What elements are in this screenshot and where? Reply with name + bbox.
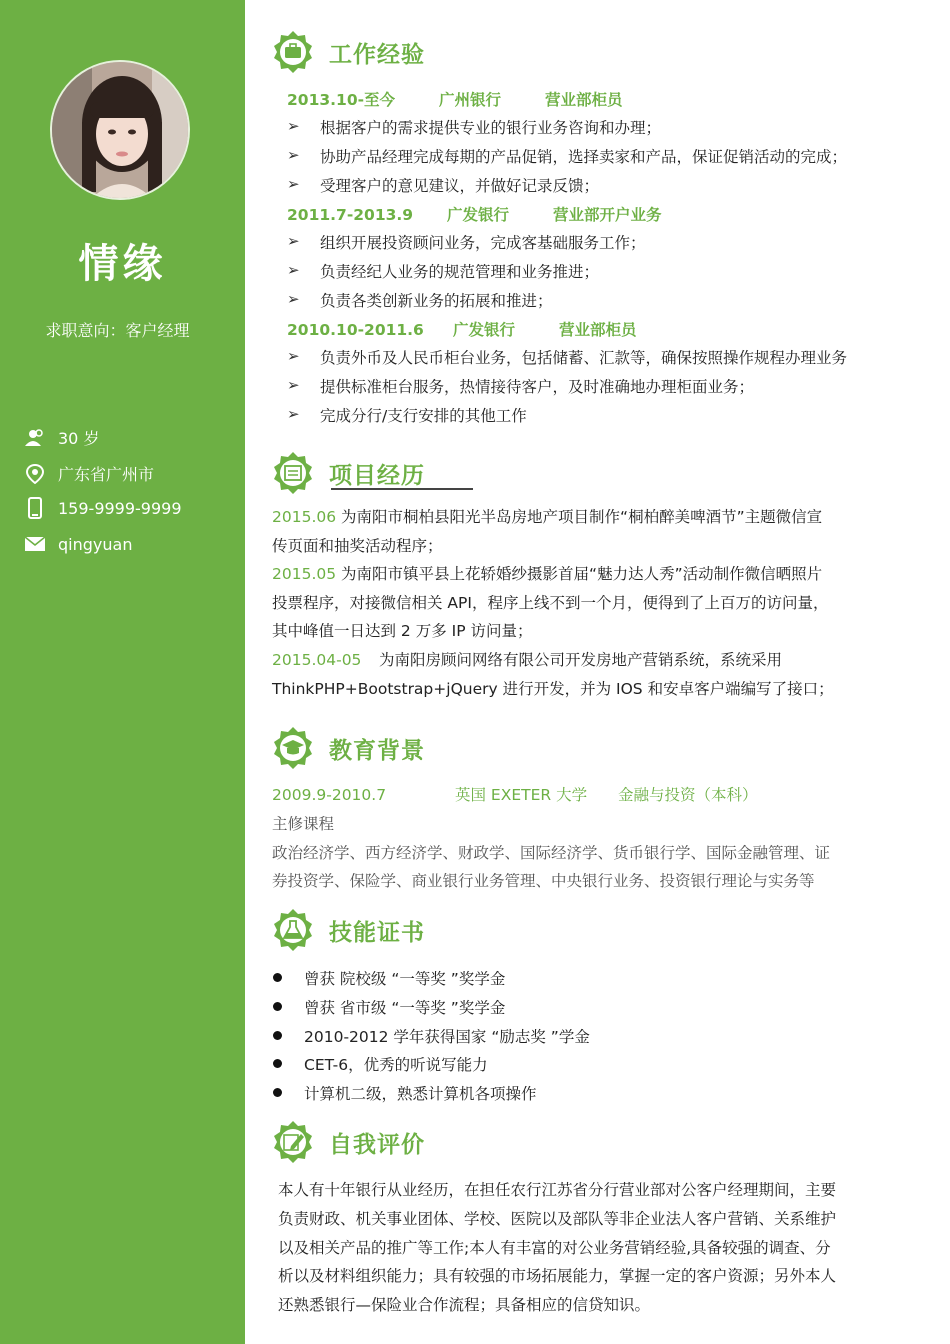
bullet-arrow: ➢ [287,261,300,279]
bullet-arrow: ➢ [287,405,300,423]
bullet-arrow: ➢ [287,146,300,164]
bullet-dot [273,1059,282,1068]
bullet-arrow: ➢ [287,376,300,394]
phone-icon [24,497,46,519]
job-intent: 求职意向：客户经理 [45,321,190,340]
project-1-line2: 传页面和抽奖活动程序； [272,537,443,555]
courses-label: 主修课程 [272,815,335,833]
bullet-arrow: ➢ [287,175,300,193]
location-icon [24,463,46,485]
work-bullet: 协助产品经理完成每期的产品促销，选择卖家和产品，保证促销活动的完成； [320,148,848,166]
section-work [271,30,425,74]
info-phone: 159-9999-9999 [24,497,182,519]
flask-icon [271,908,315,952]
project-2-line3: 其中峰值一日达到 2 万多 IP 访问量； [272,622,533,640]
document-icon [271,451,315,495]
bullet-arrow: ➢ [287,347,300,365]
bullet-arrow: ➢ [287,117,300,135]
section-title-education: 教育背景 [329,737,425,764]
project-3-line1: 2015.04-05 为南阳房顾问网络有限公司开发房地产营销系统，系统采用 [272,651,783,669]
courses-line1: 政治经济学、西方经济学、财政学、国际经济学、货币银行学、国际金融管理、证 [272,844,831,862]
candidate-name: 情缘 [78,241,167,287]
self-eval-line: 析以及材料组织能力；具有较强的市场拓展能力，掌握一定的客户资源；另外本人 [278,1267,837,1285]
info-age: 30 岁 [24,426,99,449]
bullet-dot [273,973,282,982]
section-title-project: 项目经历 [329,462,425,489]
work-bullet: 组织开展投资顾问业务，完成客基础服务工作； [320,234,646,252]
bullet-dot [273,1002,282,1011]
section-title-work: 工作经验 [329,41,425,68]
pencil-icon [271,1120,315,1164]
project-3-line2: ThinkPHP+Bootstrap+jQuery 进行开发，并为 IOS 和安卓客户端编写了接口； [272,680,834,698]
self-eval-line: 还熟悉银行—保险业合作流程；具备相应的信贷知识。 [278,1296,651,1314]
bullet-dot [273,1088,282,1097]
work-bullet: 受理客户的意见建议，并做好记录反馈； [320,177,600,195]
work-bullet: 提供标准柜台服务，热情接待客户，及时准确地办理柜面业务； [320,378,755,396]
work-bullet: 根据客户的需求提供专业的银行业务咨询和办理； [320,119,662,137]
user-icon [24,427,46,449]
section-education [271,726,425,770]
bullet-arrow: ➢ [287,232,300,250]
work-bullet: 负责外币及人民币柜台业务，包括储蓄、汇款等，确保按照操作规程办理业务 [320,349,848,367]
work-bullet: 负责各类创新业务的拓展和推进； [320,292,553,310]
section-title-self-eval: 自我评价 [329,1131,425,1158]
skill-item: 计算机二级，熟悉计算机各项操作 [304,1085,537,1103]
section-skills [271,908,425,952]
project-2-line2: 投票程序，对接微信相关 API，程序上线不到一个月，便得到了上百万的访问量， [272,594,829,612]
project-1-line1: 2015.06 为南阳市桐柏县阳光半岛房地产项目制作“桐柏醉美啤酒节”主题微信宣 [272,508,823,526]
work-bullet: 负责经纪人业务的规范管理和业务推进； [320,263,600,281]
main-content [245,0,950,1344]
sidebar [0,0,245,1344]
work-entry-2-header: 2011.7-2013.9 广发银行 营业部开户业务 [287,206,662,224]
self-eval-line: 以及相关产品的推广等工作;本人有丰富的对公业务营销经验,具备较强的调查、分 [278,1239,831,1257]
work-entry-1-header: 2013.10-至今 广州银行 营业部柜员 [287,91,623,109]
bullet-arrow: ➢ [287,290,300,308]
graduation-cap-icon [271,726,315,770]
skill-item: CET-6，优秀的听说写能力 [304,1056,488,1074]
avatar [52,62,188,198]
self-eval-line: 本人有十年银行从业经历，在担任农行江苏省分行营业部对公客户经理期间，主要 [278,1181,837,1199]
work-entry-3-header: 2010.10-2011.6 广发银行 营业部柜员 [287,321,637,339]
bullet-dot [273,1031,282,1040]
section-title-skills: 技能证书 [329,919,425,946]
project-2-line1: 2015.05 为南阳市镇平县上花轿婚纱摄影首届“魅力达人秀”活动制作微信晒照片 [272,565,823,583]
section-self-eval [271,1120,425,1164]
work-bullet: 完成分行/支行安排的其他工作 [320,407,527,425]
self-eval-line: 负责财政、机关事业团体、学校、医院以及部队等非企业法人客户营销、关系维护 [278,1210,837,1228]
mail-icon [24,533,46,555]
info-email: qingyuan [24,533,132,555]
skill-item: 曾获 院校级 “一等奖 ”奖学金 [304,970,506,988]
courses-line2: 券投资学、保险学、商业银行业务管理、中央银行业务、投资银行理论与实务等 [272,872,815,890]
skill-item: 2010-2012 学年获得国家 “励志奖 ”学金 [304,1028,590,1046]
skill-item: 曾获 省市级 “一等奖 ”奖学金 [304,999,506,1017]
info-location: 广东省广州市 [24,462,154,485]
education-header: 2009.9-2010.7 英国 EXETER 大学 金融与投资（本科） [272,786,758,804]
briefcase-icon [271,30,315,74]
section-underline [331,488,473,490]
